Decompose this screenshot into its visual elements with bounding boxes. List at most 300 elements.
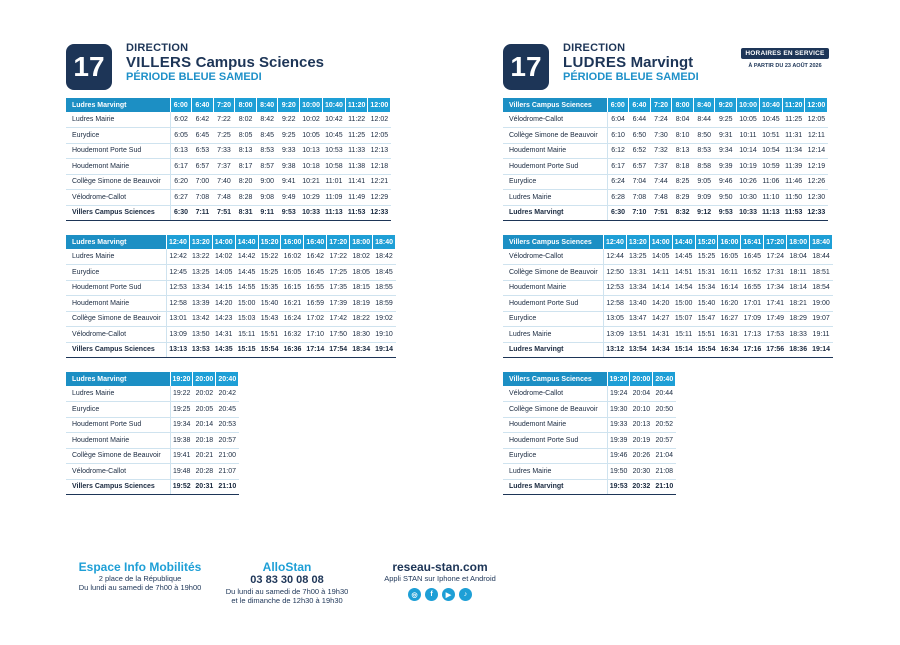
time-cell: 17:13 [741,327,764,343]
stop-name: Eurydice [66,265,166,281]
time-cell: 10:33 [737,205,760,221]
timetable [66,372,239,495]
time-cell: 20:52 [653,417,676,433]
time-cell: 18:54 [810,280,833,296]
time-cell: 20:53 [216,417,239,433]
time-cell: 18:42 [373,249,396,265]
time-cell: 14:45 [672,249,695,265]
time-cell: 15:25 [258,265,281,281]
departure-time-header: 13:20 [189,235,212,249]
time-cell: 15:07 [672,311,695,327]
social-icons [360,588,520,601]
time-cell: 17:22 [327,249,350,265]
time-cell: 19:00 [810,296,833,312]
time-cell: 11:41 [345,174,368,190]
time-cell: 10:54 [759,143,782,159]
time-cell: 17:09 [741,311,764,327]
destination-main: LUDRES [563,54,627,71]
time-cell: 8:17 [235,159,257,175]
departure-time-header: 8:40 [693,98,715,112]
time-cell: 19:07 [810,311,833,327]
time-cell: 11:09 [322,190,345,206]
stop-name: Ludres Mairie [503,327,603,343]
allostan-title: AlloStan [262,560,312,574]
time-cell: 14:23 [212,311,235,327]
origin-stop-header: Villers Campus Sciences [503,98,607,112]
time-cell: 7:33 [213,143,235,159]
time-cell: 21:10 [653,479,676,495]
allostan-block [212,560,362,605]
time-cell: 18:30 [350,327,373,343]
time-cell: 17:14 [304,342,327,358]
stop-name: Vélodrome-Callot [503,112,607,128]
time-cell: 17:56 [764,342,787,358]
direction-destination [126,55,324,71]
time-cell: 12:05 [368,128,391,144]
time-cell: 11:10 [759,190,782,206]
time-cell: 12:30 [805,190,828,206]
time-cell: 6:28 [607,190,629,206]
stop-name: Houdemont Porte Sud [66,417,170,433]
period-label: PÉRIODE BLEUE SAMEDI [563,71,699,83]
table-row [503,402,676,418]
time-cell: 19:38 [170,433,193,449]
time-cell: 8:44 [693,112,715,128]
time-cell: 6:57 [629,159,651,175]
time-cell: 19:14 [373,342,396,358]
departure-time-header: 13:20 [626,235,649,249]
allostan-hours-sunday: et le dimanche de 12h30 à 19h30 [231,596,343,605]
table-row [503,479,676,495]
departure-time-header: 19:20 [170,372,193,386]
time-cell: 6:30 [170,205,192,221]
departure-time-header: 17:20 [764,235,787,249]
stop-name: Ludres Mairie [503,190,607,206]
time-cell: 7:08 [629,190,651,206]
stop-name: Ludres Marvingt [503,342,603,358]
instagram-icon[interactable]: ◎ [408,588,421,601]
time-cell: 11:22 [345,112,368,128]
time-cell: 18:45 [373,265,396,281]
time-cell: 17:31 [764,265,787,281]
time-cell: 15:00 [672,296,695,312]
time-cell: 12:26 [805,174,828,190]
time-cell: 6:24 [607,174,629,190]
departure-time-header: 16:00 [718,235,741,249]
time-cell: 13:53 [189,342,212,358]
time-cell: 16:02 [281,249,304,265]
time-cell: 7:22 [213,112,235,128]
stop-name: Houdemont Mairie [66,433,170,449]
departure-time-header: 12:40 [603,235,626,249]
time-cell: 9:53 [278,205,300,221]
time-cell: 13:01 [166,311,189,327]
time-cell: 16:55 [304,280,327,296]
info-mobilites-block [60,560,220,592]
departure-time-header: 14:40 [235,235,258,249]
departure-time-header: 6:00 [607,98,629,112]
time-cell: 10:45 [322,128,345,144]
time-cell: 20:44 [653,386,676,402]
time-cell: 19:25 [170,402,193,418]
table-row [66,143,391,159]
time-cell: 10:51 [759,128,782,144]
table-row [503,174,828,190]
time-cell: 16:11 [718,265,741,281]
time-cell: 7:40 [213,174,235,190]
departure-time-header: 20:40 [653,372,676,386]
time-cell: 13:34 [626,280,649,296]
departure-time-header: 8:40 [256,98,278,112]
origin-stop-header: Ludres Marvingt [66,372,170,386]
time-cell: 16:42 [304,249,327,265]
departure-time-header: 7:20 [650,98,672,112]
time-cell: 20:30 [630,464,653,480]
time-cell: 16:32 [281,327,304,343]
time-cell: 12:21 [368,174,391,190]
origin-stop-header: Villers Campus Sciences [503,372,607,386]
info-title: Espace Info Mobilités [78,560,202,574]
time-cell: 11:53 [345,205,368,221]
direction-ludres-column [503,40,833,509]
time-cell: 16:52 [741,265,764,281]
time-cell: 9:53 [715,205,737,221]
time-cell: 6:17 [170,159,192,175]
time-cell: 9:34 [715,143,737,159]
time-cell: 19:02 [373,311,396,327]
time-cell: 21:04 [653,448,676,464]
time-cell: 6:05 [170,128,192,144]
departure-time-header: 6:40 [629,98,651,112]
direction-text [563,42,699,84]
stop-name: Vélodrome-Callot [66,327,166,343]
time-cell: 18:51 [810,265,833,281]
time-cell: 8:25 [672,174,694,190]
time-cell: 13:09 [603,327,626,343]
time-cell: 16:15 [281,280,304,296]
timetable [66,235,396,358]
time-cell: 20:02 [193,386,216,402]
time-cell: 17:50 [327,327,350,343]
time-cell: 19:14 [810,342,833,358]
time-cell: 18:59 [373,296,396,312]
time-cell: 18:05 [350,265,373,281]
stop-name: Eurydice [503,311,603,327]
time-cell: 6:52 [629,143,651,159]
allostan-hours-week: Du lundi au samedi de 7h00 à 19h30 [225,587,349,596]
table-row [503,143,828,159]
time-cell: 15:22 [258,249,281,265]
time-cell: 6:10 [607,128,629,144]
time-cell: 12:53 [603,280,626,296]
time-cell: 8:10 [672,128,694,144]
table-row [503,265,833,281]
time-cell: 8:53 [693,143,715,159]
time-cell: 11:39 [782,159,805,175]
time-cell: 7:37 [650,159,672,175]
stop-name: Vélodrome-Callot [66,464,170,480]
time-cell: 20:10 [630,402,653,418]
time-cell: 9:12 [693,205,715,221]
table-row [66,433,239,449]
time-cell: 9:25 [278,128,300,144]
table-row [66,128,391,144]
info-hours: Du lundi au samedi de 7h00 à 19h00 [78,583,202,592]
time-cell: 7:04 [629,174,651,190]
table-row [66,342,396,358]
departure-time-header: 20:00 [193,372,216,386]
time-cell: 12:02 [368,112,391,128]
time-cell: 15:54 [695,342,718,358]
time-cell: 8:42 [256,112,278,128]
time-cell: 12:18 [368,159,391,175]
time-cell: 6:04 [607,112,629,128]
time-cell: 13:09 [166,327,189,343]
stop-name: Ludres Mairie [66,249,166,265]
table-row [503,190,828,206]
time-cell: 8:29 [672,190,694,206]
origin-stop-header: Villers Campus Sciences [503,235,603,249]
time-cell: 15:14 [672,342,695,358]
stop-name: Vélodrome-Callot [503,386,607,402]
time-cell: 17:24 [764,249,787,265]
timetable-header-row [503,98,828,112]
time-cell: 10:30 [737,190,760,206]
time-cell: 19:41 [170,448,193,464]
direction-label: DIRECTION [126,42,189,54]
time-cell: 9:00 [256,174,278,190]
time-cell: 20:14 [193,417,216,433]
time-cell: 13:54 [626,342,649,358]
table-row [503,280,833,296]
departure-time-header: 15:20 [695,235,718,249]
stop-name: Collège Simone de Beauvoir [503,265,603,281]
time-cell: 11:46 [782,174,805,190]
time-cell: 13:51 [626,327,649,343]
time-cell: 9:09 [693,190,715,206]
table-row [503,417,676,433]
time-cell: 11:25 [782,112,805,128]
stop-name: Houdemont Porte Sud [503,159,607,175]
time-cell: 9:05 [693,174,715,190]
time-cell: 15:00 [235,296,258,312]
stop-name: Vélodrome-Callot [66,190,170,206]
stop-name: Collège Simone de Beauvoir [66,174,170,190]
timetable-header-row [503,235,833,249]
stop-name: Ludres Mairie [503,464,607,480]
table-row [503,386,676,402]
time-cell: 17:39 [327,296,350,312]
time-cell: 7:51 [650,205,672,221]
timetable-header-row [66,235,396,249]
time-cell: 19:34 [170,417,193,433]
table-row [66,311,396,327]
time-cell: 16:45 [304,265,327,281]
time-cell: 10:19 [737,159,760,175]
time-cell: 7:10 [629,205,651,221]
time-cell: 10:33 [300,205,323,221]
timetable [503,372,676,495]
time-cell: 10:02 [300,112,323,128]
time-cell: 19:11 [810,327,833,343]
time-cell: 12:33 [805,205,828,221]
time-cell: 10:05 [300,128,323,144]
time-cell: 20:32 [630,479,653,495]
time-cell: 7:32 [650,143,672,159]
departure-time-header: 16:40 [304,235,327,249]
time-cell: 11:38 [345,159,368,175]
time-cell: 20:05 [193,402,216,418]
time-cell: 10:26 [737,174,760,190]
time-cell: 9:08 [256,190,278,206]
time-cell: 9:39 [715,159,737,175]
stop-name: Houdemont Mairie [503,417,607,433]
time-cell: 8:50 [693,128,715,144]
time-cell: 7:00 [192,174,214,190]
time-cell: 18:19 [350,296,373,312]
time-cell: 16:31 [718,327,741,343]
time-cell: 11:01 [322,174,345,190]
table-row [503,249,833,265]
time-cell: 20:21 [193,448,216,464]
time-cell: 15:03 [235,311,258,327]
service-info [737,42,833,69]
time-cell: 20:18 [193,433,216,449]
time-cell: 18:36 [787,342,810,358]
time-cell: 6:50 [629,128,651,144]
time-cell: 12:44 [603,249,626,265]
time-cell: 14:27 [649,311,672,327]
destination-main: VILLERS [126,54,192,71]
stop-name: Houdemont Mairie [66,296,166,312]
time-cell: 17:01 [741,296,764,312]
table-row [66,327,396,343]
time-cell: 19:24 [607,386,630,402]
time-cell: 8:05 [235,128,257,144]
departure-time-header: 10:00 [737,98,760,112]
time-cell: 8:04 [672,112,694,128]
departure-time-header: 18:40 [373,235,396,249]
stop-name: Ludres Mairie [66,112,170,128]
time-cell: 15:11 [672,327,695,343]
time-cell: 17:42 [327,311,350,327]
time-cell: 14:35 [212,342,235,358]
time-cell: 20:31 [193,479,216,495]
stop-name: Eurydice [503,448,607,464]
allostan-phone[interactable]: 03 83 30 08 08 [250,574,324,586]
time-cell: 6:42 [192,112,214,128]
time-cell: 16:59 [304,296,327,312]
time-cell: 10:29 [300,190,323,206]
time-cell: 16:20 [718,296,741,312]
time-cell: 15:54 [258,342,281,358]
time-cell: 11:06 [759,174,782,190]
time-cell: 15:11 [235,327,258,343]
departure-time-header: 7:20 [213,98,235,112]
direction-villers-column [66,40,396,509]
time-cell: 8:28 [235,190,257,206]
youtube-icon[interactable]: ▶ [442,588,455,601]
table-row [503,296,833,312]
time-cell: 15:31 [695,265,718,281]
timetable-group [66,98,396,495]
time-cell: 20:57 [653,433,676,449]
time-cell: 17:53 [764,327,787,343]
app-text: Appli STAN sur Iphone et Android [384,574,496,583]
time-cell: 8:13 [672,143,694,159]
stop-name: Houdemont Porte Sud [503,433,607,449]
time-cell: 18:22 [350,311,373,327]
time-cell: 8:57 [256,159,278,175]
time-cell: 19:48 [170,464,193,480]
time-cell: 12:42 [166,249,189,265]
time-cell: 15:34 [695,280,718,296]
departure-time-header: 12:00 [805,98,828,112]
time-cell: 20:26 [630,448,653,464]
time-cell: 8:13 [235,143,257,159]
timetable-header-row [503,372,676,386]
time-cell: 15:47 [695,311,718,327]
time-cell: 10:13 [300,143,323,159]
origin-stop-header: Ludres Marvingt [66,235,166,249]
table-row [503,128,828,144]
time-cell: 7:44 [650,174,672,190]
time-cell: 11:31 [782,128,805,144]
destination-sub: Marvingt [630,54,694,71]
time-cell: 20:13 [630,417,653,433]
table-row [66,479,239,495]
time-cell: 18:21 [787,296,810,312]
time-cell: 15:51 [695,327,718,343]
time-cell: 15:43 [258,311,281,327]
time-cell: 20:45 [216,402,239,418]
departure-time-header: 16:41 [741,235,764,249]
time-cell: 18:15 [350,280,373,296]
tiktok-icon[interactable]: ♪ [459,588,472,601]
time-cell: 11:33 [345,143,368,159]
table-row [503,433,676,449]
time-cell: 12:14 [805,143,828,159]
stop-name: Ludres Marvingt [503,479,607,495]
time-cell: 19:22 [170,386,193,402]
time-cell: 6:17 [607,159,629,175]
time-cell: 14:11 [649,265,672,281]
departure-time-header: 18:40 [810,235,833,249]
time-cell: 8:53 [256,143,278,159]
facebook-icon[interactable]: f [425,588,438,601]
time-cell: 15:40 [258,296,281,312]
info-address: 2 place de la République [98,574,182,583]
time-cell: 7:48 [650,190,672,206]
website-link[interactable]: reseau-stan.com [392,560,488,574]
time-cell: 10:18 [300,159,323,175]
time-cell: 13:25 [626,249,649,265]
time-cell: 13:12 [603,342,626,358]
time-cell: 13:25 [189,265,212,281]
time-cell: 10:21 [300,174,323,190]
time-cell: 6:30 [607,205,629,221]
time-cell: 17:41 [764,296,787,312]
stop-name: Houdemont Mairie [66,159,170,175]
time-cell: 19:33 [607,417,630,433]
destination-sub: Campus Sciences [195,54,325,71]
time-cell: 10:53 [322,143,345,159]
time-cell: 19:53 [607,479,630,495]
time-cell: 10:42 [322,112,345,128]
time-cell: 17:02 [304,311,327,327]
table-row [66,386,239,402]
time-cell: 14:31 [212,327,235,343]
